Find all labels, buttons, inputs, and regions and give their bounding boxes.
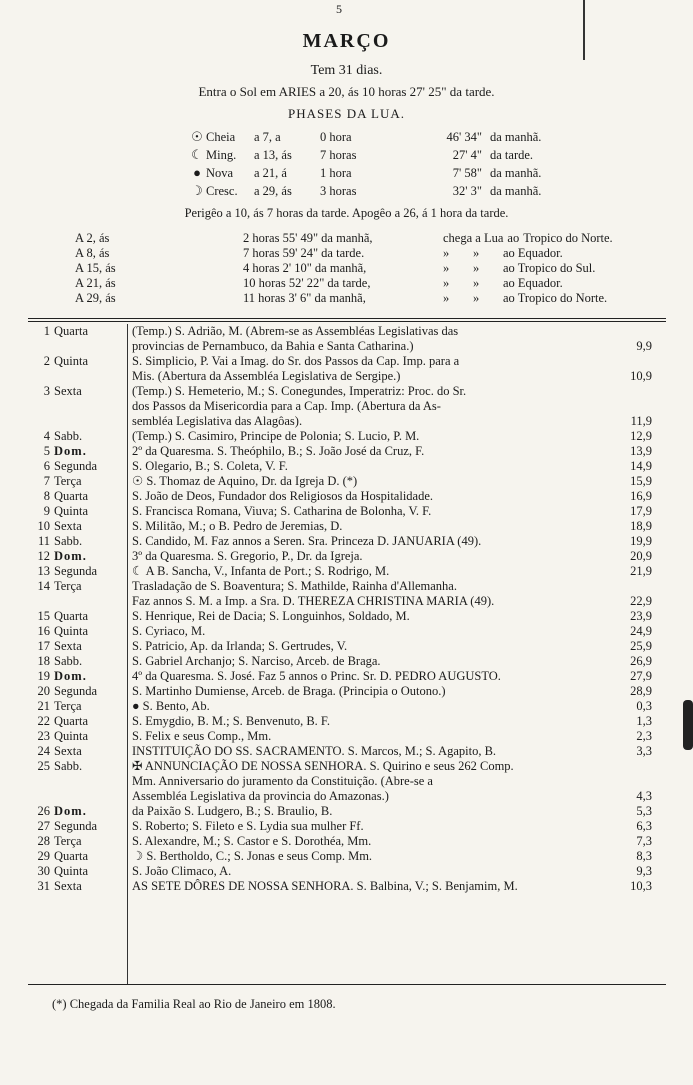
phase-name: Ming. [206, 148, 237, 162]
tropic-day: A 15, ás [75, 261, 116, 275]
saints-text [127, 519, 610, 534]
phase-hour: 0 hora [320, 130, 352, 144]
weekday: Sexta [54, 879, 82, 893]
day-value: 1,3 [636, 714, 652, 728]
tropic-note: chega a Lua [443, 231, 504, 245]
saints-line: (Temp.) S. Adrião, M. (Abrem-se as Assembléas Legislativas das [132, 324, 459, 338]
saints-line: S. Patricio, Ap. da Irlanda; S. Gertrudes, V. [132, 639, 348, 653]
calendar-row [32, 699, 670, 714]
day-number: 13 [37, 564, 50, 578]
saints-text [127, 864, 610, 879]
phase-minutes: 32' 3" [452, 184, 482, 198]
day-value: 2,3 [636, 729, 652, 743]
phase-name: Cheia [206, 130, 236, 144]
table-top-rule [28, 321, 666, 322]
saints-line: ● S. Bento, Ab. [132, 699, 210, 713]
saints-text [127, 819, 610, 834]
saints-line: ✠ ANNUNCIAÇÃO DE NOSSA SENHORA. S. Quirino e seus 262 Comp. [132, 759, 514, 773]
weekday: Sexta [54, 519, 82, 533]
weekday: Terça [54, 834, 82, 848]
day-value: 6,3 [636, 819, 652, 833]
saints-line: Faz annos S. M. a Imp. a Sra. D. THEREZA CHRISTINA MARIA (49). [132, 594, 495, 608]
weekday: Segunda [54, 819, 98, 833]
calendar-row [32, 354, 670, 384]
day-number: 18 [37, 654, 50, 668]
moon-phase-row [188, 146, 541, 164]
calendar-row [32, 384, 670, 429]
day-number: 16 [37, 624, 50, 638]
weekday: Dom. [54, 444, 87, 458]
last-quarter-icon: ☾ [191, 147, 203, 162]
saints-text [127, 714, 610, 729]
phases-title: PHASES DA LUA. [288, 106, 405, 121]
tropic-row [75, 231, 613, 246]
saints-line: Trasladação de S. Boaventura; S. Mathilde, Rainha d'Allemanha. [132, 579, 457, 593]
calendar-row [32, 489, 670, 504]
calendar-row [32, 729, 670, 744]
day-value: 16,9 [630, 489, 652, 503]
phase-hour: 1 hora [320, 166, 352, 180]
weekday: Quarta [54, 849, 89, 863]
saints-line: Mis. (Abertura da Assembléa Legislativa de Sergipe.) [132, 369, 401, 383]
saints-line: 3º da Quaresma. S. Gregorio, P., Dr. da Igreja. [132, 549, 363, 563]
tropic-row [75, 291, 613, 306]
weekday: Quinta [54, 864, 89, 878]
day-number: 30 [37, 864, 50, 878]
weekday: Dom. [54, 669, 87, 683]
day-value: 22,9 [630, 594, 652, 608]
saints-text [127, 549, 610, 564]
saints-line: provincias de Pernambuco, da Bahia e Santa Catharina.) [132, 339, 414, 353]
tropic-day: A 21, ás [75, 276, 116, 290]
day-value: 25,9 [630, 639, 652, 653]
table-top-rule [28, 318, 666, 319]
calendar-row [32, 504, 670, 519]
phase-period: da manhã. [490, 166, 542, 180]
phase-minutes: 46' 34" [446, 130, 482, 144]
day-number: 31 [37, 879, 50, 893]
full-moon-icon: ☉ [191, 129, 203, 144]
tropic-row [75, 246, 613, 261]
day-value: 19,9 [630, 534, 652, 548]
first-quarter-icon: ☽ [191, 183, 203, 198]
saints-text [127, 834, 610, 849]
saints-line: AS SETE DÔRES DE NOSSA SENHORA. S. Balbina, V.; S. Benjamim, M. [132, 879, 518, 893]
ditto-mark: » [443, 246, 450, 260]
weekday: Sabb. [54, 534, 83, 548]
saints-line: S. Francisca Romana, Viuva; S. Catharina de Bolonha, V. F. [132, 504, 432, 518]
day-value: 11,9 [630, 414, 652, 428]
day-value: 15,9 [630, 474, 652, 488]
weekday: Quarta [54, 609, 89, 623]
month-title: MARÇO [302, 30, 391, 52]
tropic-time: 2 horas 55' 49" da manhã, [243, 231, 373, 245]
saints-line: ☽ S. Bertholdo, C.; S. Jonas e seus Comp. Mm. [132, 849, 373, 863]
saints-text [127, 444, 610, 459]
day-number: 17 [37, 639, 50, 653]
phase-hour: 3 horas [320, 184, 357, 198]
day-value: 17,9 [630, 504, 652, 518]
saints-text [127, 354, 610, 384]
day-number: 24 [37, 744, 50, 758]
ditto-mark: » [473, 261, 480, 275]
saints-text [127, 489, 610, 504]
tropic-place: Tropico do Norte. [523, 231, 613, 245]
day-value: 18,9 [630, 519, 652, 533]
tropic-time: 4 horas 2' 10" da manhã, [243, 261, 367, 275]
ditto-mark: » [443, 276, 450, 290]
calendar-row [32, 624, 670, 639]
saints-text [127, 534, 610, 549]
phase-period: da manhã. [490, 184, 542, 198]
weekday: Sexta [54, 639, 82, 653]
tropic-place: ao Tropico do Norte. [503, 291, 608, 305]
day-number: 5 [43, 444, 50, 458]
tropic-day: A 8, ás [75, 246, 110, 260]
saints-line: S. Gabriel Archanjo; S. Narciso, Arceb. de Braga. [132, 654, 381, 668]
saints-line: S. Roberto; S. Fileto e S. Lydia sua mulher Ff. [132, 819, 364, 833]
phase-period: da tarde. [490, 148, 534, 162]
saints-line: dos Passos da Misericordia para a Cap. Imp. (Abertura da As- [132, 399, 441, 413]
saints-line: (Temp.) S. Casimiro, Principe de Polonia; S. Lucio, P. M. [132, 429, 420, 443]
saints-text [127, 699, 610, 714]
saints-text [127, 804, 610, 819]
calendar-row [32, 324, 670, 354]
footnote: (*) Chegada da Familia Real ao Rio de Janeiro em 1808. [52, 997, 336, 1011]
day-number: 3 [43, 384, 50, 398]
moon-phase-row [188, 182, 541, 200]
weekday: Quarta [54, 324, 89, 338]
calendar-row [32, 474, 670, 489]
day-number: 4 [43, 429, 50, 443]
phase-date: a 7, a [254, 130, 281, 144]
saints-text [127, 504, 610, 519]
weekday: Sexta [54, 384, 82, 398]
calendar-row [32, 549, 670, 564]
day-number: 26 [37, 804, 50, 818]
saints-text [127, 429, 610, 444]
saints-text [127, 474, 610, 489]
day-number: 6 [43, 459, 50, 473]
new-moon-icon: ● [193, 165, 201, 180]
saints-line: S. João Climaco, A. [132, 864, 232, 878]
weekday: Sexta [54, 744, 82, 758]
saints-text [127, 639, 610, 654]
weekday: Sabb. [54, 429, 83, 443]
calendar-row [32, 669, 670, 684]
saints-line: S. Felix e seus Comp., Mm. [132, 729, 272, 743]
saints-text [127, 684, 610, 699]
day-value: 20,9 [630, 549, 652, 563]
saints-text [127, 324, 610, 354]
day-number: 27 [37, 819, 50, 833]
saints-line: sembléa Legislativa das Alagôas). [132, 414, 303, 428]
table-bottom-rule [28, 984, 666, 985]
saints-text [127, 669, 610, 684]
phase-minutes: 27' 4" [452, 148, 482, 162]
day-number: 28 [37, 834, 50, 848]
weekday: Terça [54, 699, 82, 713]
moon-phase-row [188, 164, 541, 182]
weekday: Sabb. [54, 654, 83, 668]
day-number: 10 [37, 519, 50, 533]
saints-line: Assembléa Legislativa da provincia do Amazonas.) [132, 789, 389, 803]
saints-text [127, 459, 610, 474]
calendar-row [32, 444, 670, 459]
weekday: Quarta [54, 489, 89, 503]
tropic-time: 11 horas 3' 6" da manhã, [243, 291, 366, 305]
weekday: Quinta [54, 354, 89, 368]
calendar-row [32, 579, 670, 609]
day-value: 9,9 [636, 339, 652, 353]
day-value: 14,9 [630, 459, 652, 473]
calendar-row [32, 519, 670, 534]
day-value: 3,3 [636, 744, 652, 758]
day-number: 9 [43, 504, 50, 518]
day-number: 2 [43, 354, 50, 368]
day-value: 10,9 [630, 369, 652, 383]
calendar-row [32, 834, 670, 849]
calendar-row [32, 654, 670, 669]
saints-line: S. Candido, M. Faz annos a Seren. Sra. Princeza D. JANUARIA (49). [132, 534, 482, 548]
tropic-row [75, 261, 613, 276]
phase-hour: 7 horas [320, 148, 357, 162]
saints-line: da Paixão S. Ludgero, B.; S. Braulio, B. [132, 804, 333, 818]
saints-text [127, 579, 610, 609]
sun-entry: Entra o Sol em ARIES a 20, ás 10 horas 27' 25" da tarde. [198, 84, 495, 99]
weekday: Quinta [54, 504, 89, 518]
weekday: Quarta [54, 714, 89, 728]
calendar-row [32, 804, 670, 819]
day-value: 5,3 [636, 804, 652, 818]
saints-text [127, 609, 610, 624]
saints-line: ☉ S. Thomaz de Aquino, Dr. da Igreja D. (*) [132, 474, 358, 488]
day-value: 8,3 [636, 849, 652, 863]
ditto-mark: » [473, 246, 480, 260]
day-value: 24,9 [630, 624, 652, 638]
saints-line: S. Olegario, B.; S. Coleta, V. F. [132, 459, 288, 473]
saints-text [127, 744, 610, 759]
saints-line: 2º da Quaresma. S. Theóphilo, B.; S. João José da Cruz, F. [132, 444, 425, 458]
day-value: 13,9 [630, 444, 652, 458]
saints-text [127, 624, 610, 639]
calendar-row [32, 744, 670, 759]
saints-text [127, 849, 610, 864]
saints-line: S. Henrique, Rei de Dacia; S. Longuinhos, Soldado, M. [132, 609, 410, 623]
weekday: Dom. [54, 549, 87, 563]
saints-line: S. João de Deos, Fundador dos Religiosos da Hospitalidade. [132, 489, 434, 503]
ditto-mark: » [473, 276, 480, 290]
weekday: Segunda [54, 564, 98, 578]
moon-tropics-table [75, 231, 613, 306]
day-number: 12 [37, 549, 50, 563]
phase-date: a 21, á [254, 166, 287, 180]
calendar-row [32, 564, 670, 579]
calendar-table [32, 324, 670, 894]
tropic-time: 10 horas 52' 22" da tarde, [243, 276, 371, 290]
tropic-day: A 2, ás [75, 231, 110, 245]
calendar-row [32, 459, 670, 474]
calendar-row [32, 684, 670, 699]
day-value: 27,9 [630, 669, 652, 683]
day-number: 22 [37, 714, 50, 728]
weekday: Quinta [54, 624, 89, 638]
calendar-row [32, 819, 670, 834]
tropic-time: 7 horas 59' 24" da tarde. [243, 246, 365, 260]
tropic-day: A 29, ás [75, 291, 116, 305]
saints-line: S. Emygdio, B. M.; S. Benvenuto, B. F. [132, 714, 330, 728]
days-count: Tem 31 dias. [310, 63, 383, 78]
tropic-place: ao Equador. [503, 246, 563, 260]
calendar-row [32, 864, 670, 879]
day-number: 25 [37, 759, 50, 773]
day-number: 8 [43, 489, 50, 503]
day-value: 4,3 [636, 789, 652, 803]
day-number: 1 [43, 324, 50, 338]
calendar-row [32, 639, 670, 654]
saints-line: ☾ A B. Sancha, V., Infanta de Port.; S. Rodrigo, M. [132, 564, 390, 578]
saints-line: S. Martinho Dumiense, Arceb. de Braga. (Principia o Outono.) [132, 684, 446, 698]
saints-line: S. Alexandre, M.; S. Castor e S. Dorothéa, Mm. [132, 834, 372, 848]
saints-line: Mm. Anniversario do juramento da Constituição. (Abre-se a [132, 774, 433, 788]
saints-text [127, 564, 610, 579]
day-number: 23 [37, 729, 50, 743]
day-value: 12,9 [630, 429, 652, 443]
saints-line: S. Militão, M.; o B. Pedro de Jeremias, D. [132, 519, 343, 533]
phase-date: a 13, ás [254, 148, 292, 162]
page-number: 5 [336, 2, 342, 16]
saints-line: INSTITUIÇÃO DO SS. SACRAMENTO. S. Marcos, M.; S. Agapito, B. [132, 744, 497, 758]
calendar-row [32, 534, 670, 549]
perigee-apogee: Perigêo a 10, ás 7 horas da tarde. Apogêo a 26, á 1 hora da tarde. [184, 206, 509, 220]
day-number: 29 [37, 849, 50, 863]
ditto-mark: » [443, 291, 450, 305]
ditto-mark: » [473, 291, 480, 305]
phase-name: Cresc. [206, 184, 238, 198]
calendar-row [32, 849, 670, 864]
calendar-row [32, 609, 670, 624]
day-value: 23,9 [630, 609, 652, 623]
weekday: Quinta [54, 729, 89, 743]
saints-text [127, 654, 610, 669]
phase-name: Nova [206, 166, 234, 180]
tropic-place: ao Equador. [503, 276, 563, 290]
saints-text [127, 384, 610, 429]
tropic-place: ao Tropico do Sul. [503, 261, 596, 275]
day-number: 20 [37, 684, 50, 698]
day-number: 21 [37, 699, 50, 713]
day-number: 19 [37, 669, 50, 683]
phase-minutes: 7' 58" [452, 166, 482, 180]
ditto-mark: » [443, 261, 450, 275]
calendar-row [32, 759, 670, 804]
saints-line: (Temp.) S. Hemeterio, M.; S. Conegundes, Imperatriz: Proc. do Sr. [132, 384, 467, 398]
saints-text [127, 879, 610, 894]
calendar-row [32, 714, 670, 729]
day-number: 14 [37, 579, 50, 593]
calendar-row [32, 879, 670, 894]
weekday: Segunda [54, 684, 98, 698]
saints-line: S. Simplicio, P. Vai a Imag. do Sr. dos Passos da Cap. Imp. para a [132, 354, 460, 368]
day-value: 21,9 [630, 564, 652, 578]
saints-text [127, 759, 610, 804]
page-stain [683, 700, 693, 750]
moon-phase-row [188, 128, 541, 146]
day-value: 28,9 [630, 684, 652, 698]
weekday: Dom. [54, 804, 87, 818]
weekday: Sabb. [54, 759, 83, 773]
saints-text [127, 729, 610, 744]
weekday: Segunda [54, 459, 98, 473]
day-value: 0,3 [636, 699, 652, 713]
day-value: 26,9 [630, 654, 652, 668]
phase-date: a 29, ás [254, 184, 292, 198]
day-number: 7 [43, 474, 50, 488]
tropic-note: ao [507, 231, 520, 245]
day-number: 11 [37, 534, 50, 548]
day-value: 7,3 [636, 834, 652, 848]
day-number: 15 [37, 609, 50, 623]
weekday: Terça [54, 579, 82, 593]
saints-line: 4º da Quaresma. S. José. Faz 5 annos o Princ. Sr. D. PEDRO AUGUSTO. [132, 669, 501, 683]
weekday: Terça [54, 474, 82, 488]
tropic-row [75, 276, 613, 291]
moon-phases [188, 128, 541, 200]
calendar-row [32, 429, 670, 444]
day-value: 9,3 [636, 864, 652, 878]
phase-period: da manhã. [490, 130, 542, 144]
day-value: 10,3 [630, 879, 652, 893]
saints-line: S. Cyriaco, M. [132, 624, 206, 638]
